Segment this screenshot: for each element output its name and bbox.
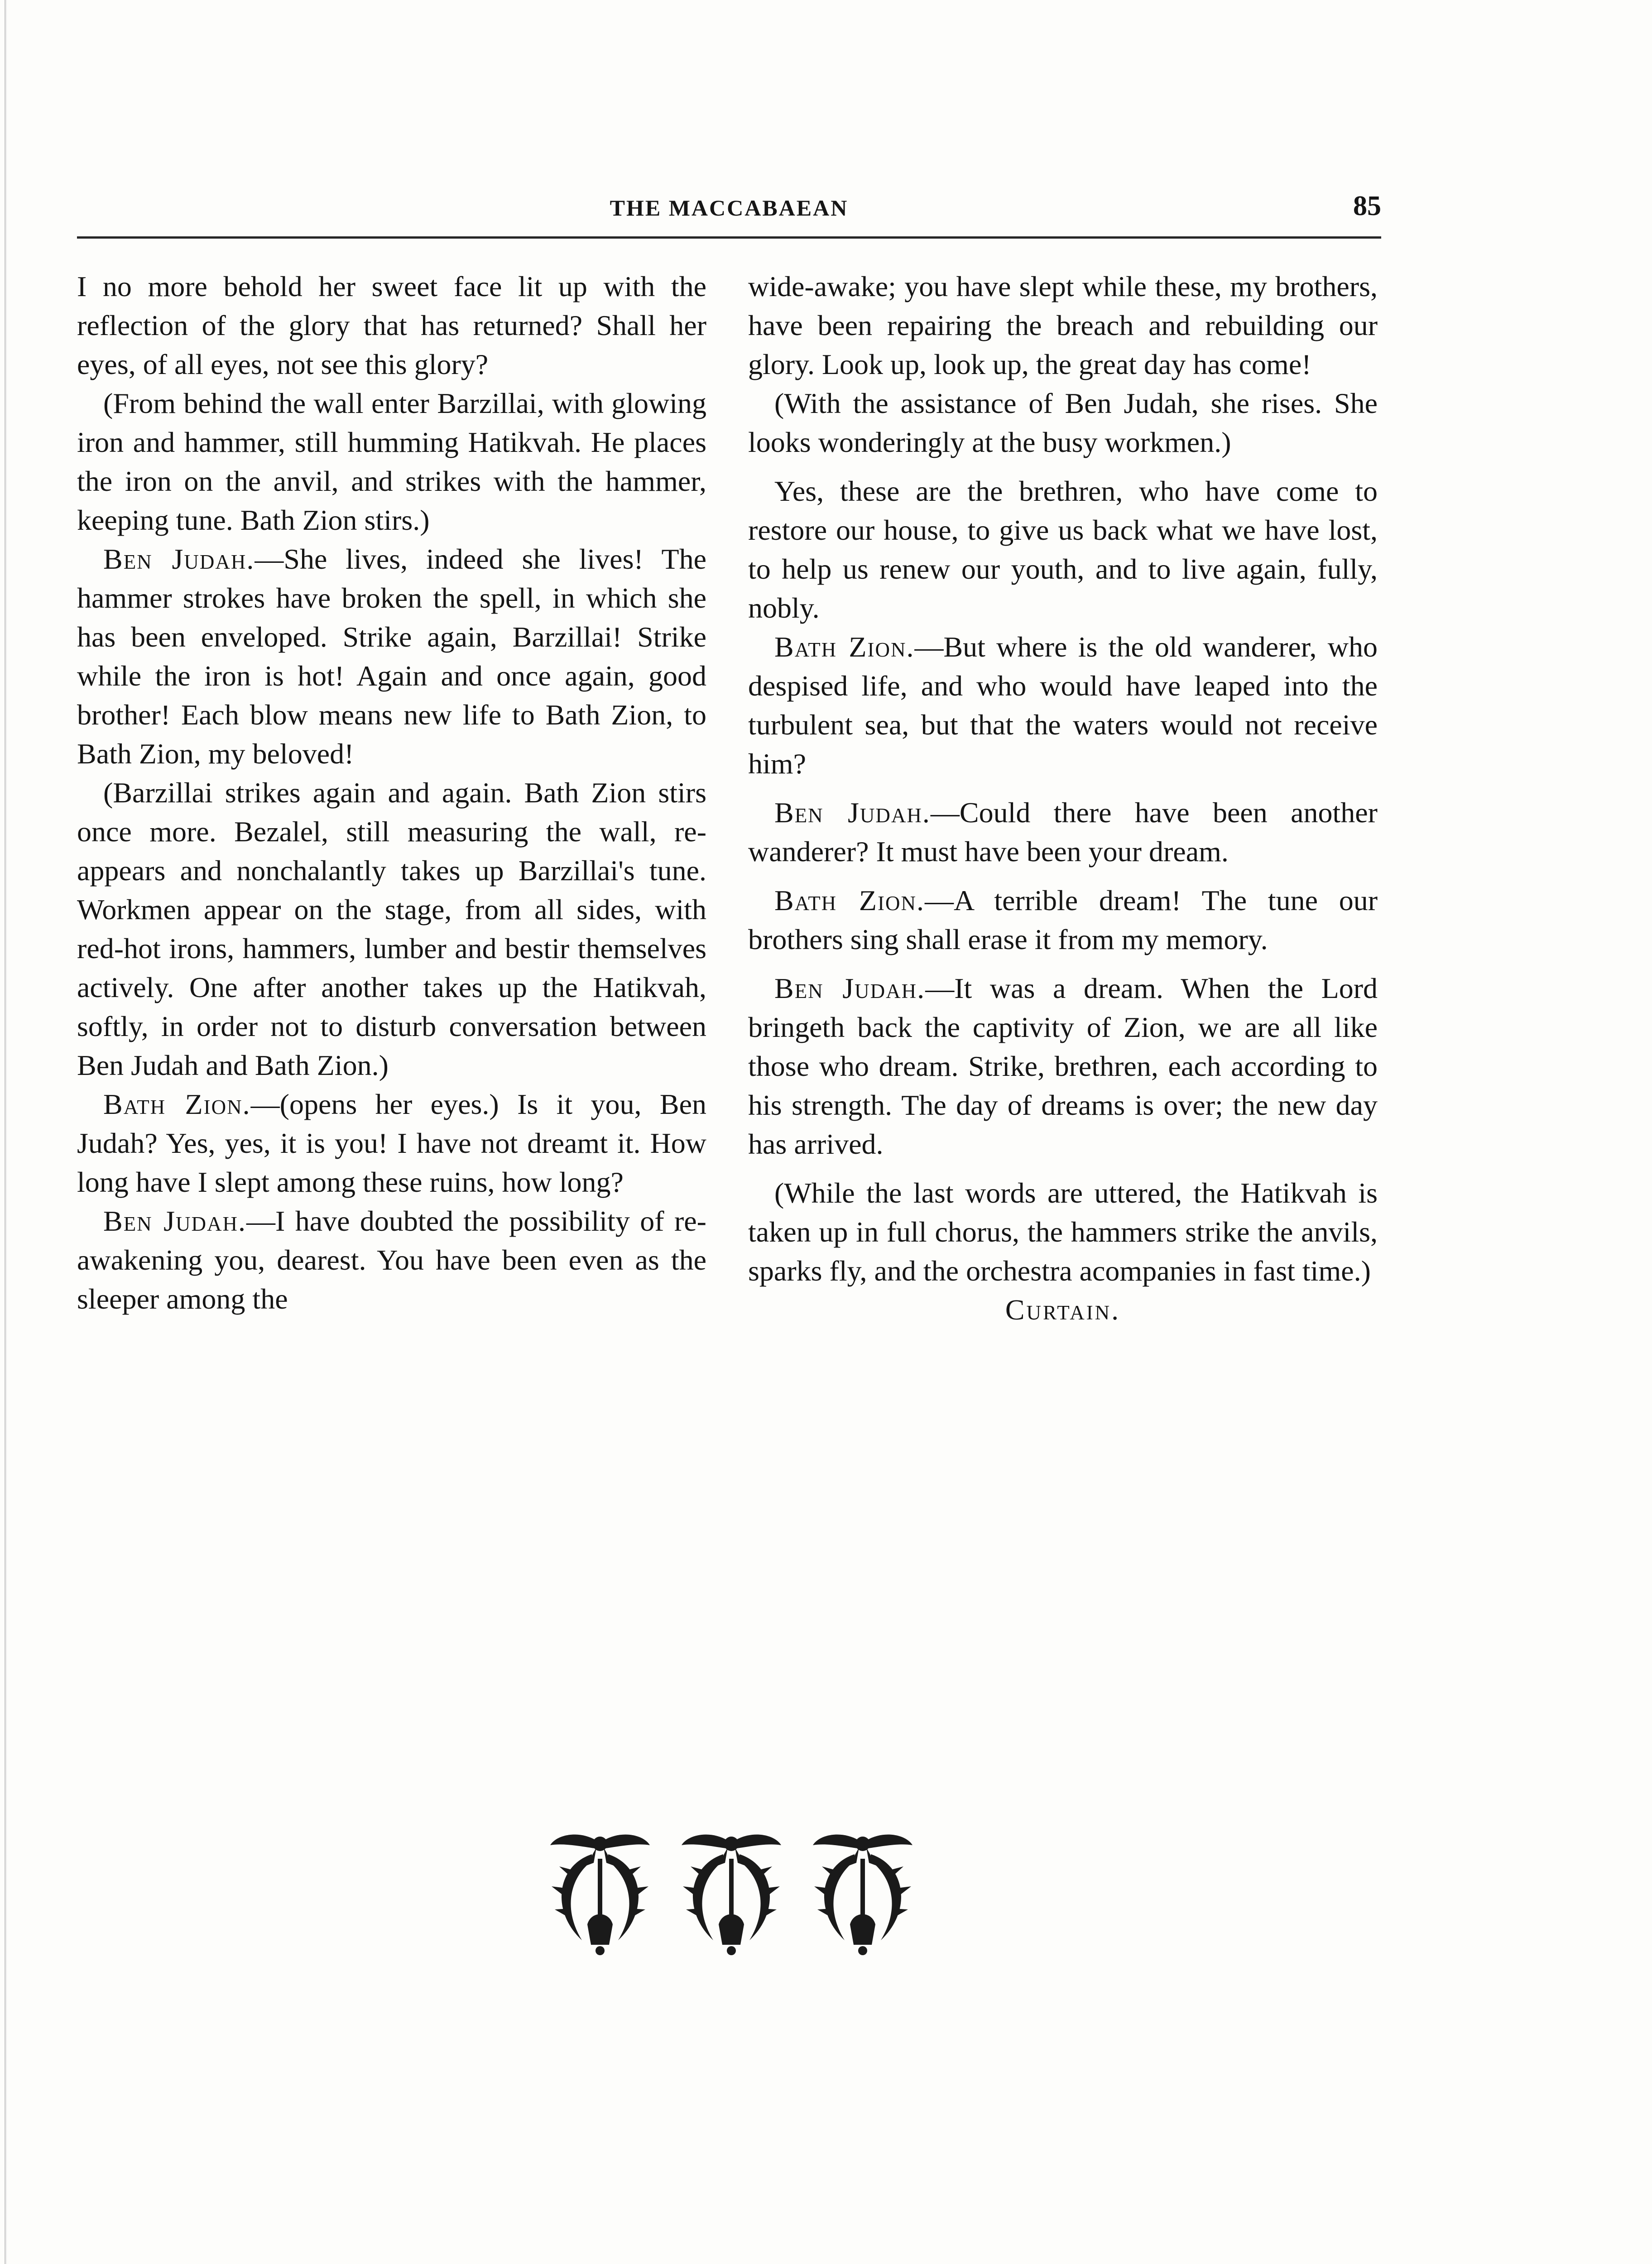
paragraph bbox=[77, 267, 706, 384]
page-header bbox=[77, 191, 1381, 235]
dialogue-text: —(opens her eyes.) Is it you, Ben Judah? Yes, yes, it is you! I have not dreamt it. How long have I slept among these ruins, how long? bbox=[77, 1088, 707, 1198]
dialogue-text: —It was a dream. When the Lord bringeth back the captivity of Zion, we are all like those who dream. Strike, brethren, each according to his strength. The day of dreams is over; the new day has arrived. bbox=[748, 972, 1378, 1160]
paragraph-text: Yes, these are the brethren, who have come to restore our house, to give us back what we have lost, to help us renew our youth, and to live again, fully, nobly. bbox=[748, 475, 1378, 624]
speaker-name: Ben Judah. bbox=[103, 1205, 246, 1237]
dialogue bbox=[77, 1085, 706, 1202]
dialogue-text: —But where is the old wanderer, who despised life, and who would have leaped into the turbulent sea, but that the waters would not receive him? bbox=[748, 631, 1378, 780]
header-rule bbox=[77, 236, 1381, 239]
paragraph-text: I no more behold her sweet face lit up with the reflection of the glory that has returned? Shall her eyes, of all eyes, not see this glory? bbox=[77, 270, 706, 380]
paragraph bbox=[748, 472, 1378, 628]
speaker-name: Bath Zion. bbox=[774, 884, 925, 916]
stage-direction bbox=[748, 1174, 1378, 1290]
curtain-line: Curtain. bbox=[1005, 1294, 1121, 1326]
running-title: THE MACCABAEAN bbox=[610, 195, 849, 221]
paragraph-text: (With the assistance of Ben Judah, she rises. She looks wonderingly at the busy workmen.) bbox=[748, 387, 1378, 458]
dialogue-text: —I have doubted the possibility of re-awakening you, dearest. You have been even as the sleeper among the bbox=[77, 1205, 706, 1315]
dialogue bbox=[748, 969, 1378, 1164]
speaker-name: Bath Zion. bbox=[774, 631, 915, 663]
speaker-name: Bath Zion. bbox=[103, 1088, 251, 1120]
dialogue bbox=[77, 1202, 706, 1319]
dialogue-text: —Could there have been another wanderer? It must have been your dream. bbox=[748, 796, 1378, 868]
dialogue-text: —She lives, indeed she lives! The hammer strokes have broken the spell, in which she has been enveloped. Strike again, Barzillai! Strike while the iron is hot! Again and once again, good brother! Each blow means new life to Bath Zion, to Bath Zion, my beloved! bbox=[77, 543, 706, 770]
dialogue bbox=[748, 628, 1378, 783]
speaker-name: Ben Judah. bbox=[774, 796, 931, 829]
right-column bbox=[748, 267, 1378, 1329]
speaker-name: Ben Judah. bbox=[774, 972, 926, 1004]
paragraph-text: (From behind the wall enter Barzillai, with glowing iron and hammer, still humming Hatikvah. He places the iron on the anvil, and strikes with the hammer, keeping tune. Bath Zion stirs.) bbox=[77, 387, 706, 536]
speaker-name: Ben Judah. bbox=[103, 543, 255, 575]
stage-direction bbox=[77, 384, 706, 540]
dialogue bbox=[748, 881, 1378, 959]
stage-direction bbox=[748, 384, 1378, 462]
paragraph-text: (Barzillai strikes again and again. Bath Zion stirs once more. Bezalel, still measuring the wall, re-appears and nonchalantly takes up Barzillai's tune. Workmen appear on the stage, from all sides, with red-hot irons, hammers, lumber and bestir themselves actively. One after another takes up the Hatikvah, softly, in order not to disturb conversation between Ben Judah and Bath Zion.) bbox=[77, 777, 706, 1081]
paragraph bbox=[748, 267, 1378, 384]
page-number: 85 bbox=[1353, 191, 1381, 221]
paragraph-text: (While the last words are uttered, the Hatikvah is taken up in full chorus, the hammers strike the anvils, sparks fly, and the orchestra acompanies in fast time.) bbox=[748, 1177, 1378, 1287]
wreath-ornament-icon bbox=[534, 1825, 928, 1961]
paragraph-text: wide-awake; you have slept while these, my brothers, have been repairing the breach and rebuilding our glory. Look up, look up, the great day has come! bbox=[748, 270, 1378, 380]
left-column bbox=[77, 267, 706, 1319]
dialogue-text: —A terrible dream! The tune our brothers sing shall erase it from my memory. bbox=[748, 884, 1378, 955]
dialogue bbox=[748, 793, 1378, 871]
stage-direction bbox=[77, 773, 706, 1085]
page-edge-shadow bbox=[5, 0, 7, 2264]
dialogue bbox=[77, 540, 706, 773]
